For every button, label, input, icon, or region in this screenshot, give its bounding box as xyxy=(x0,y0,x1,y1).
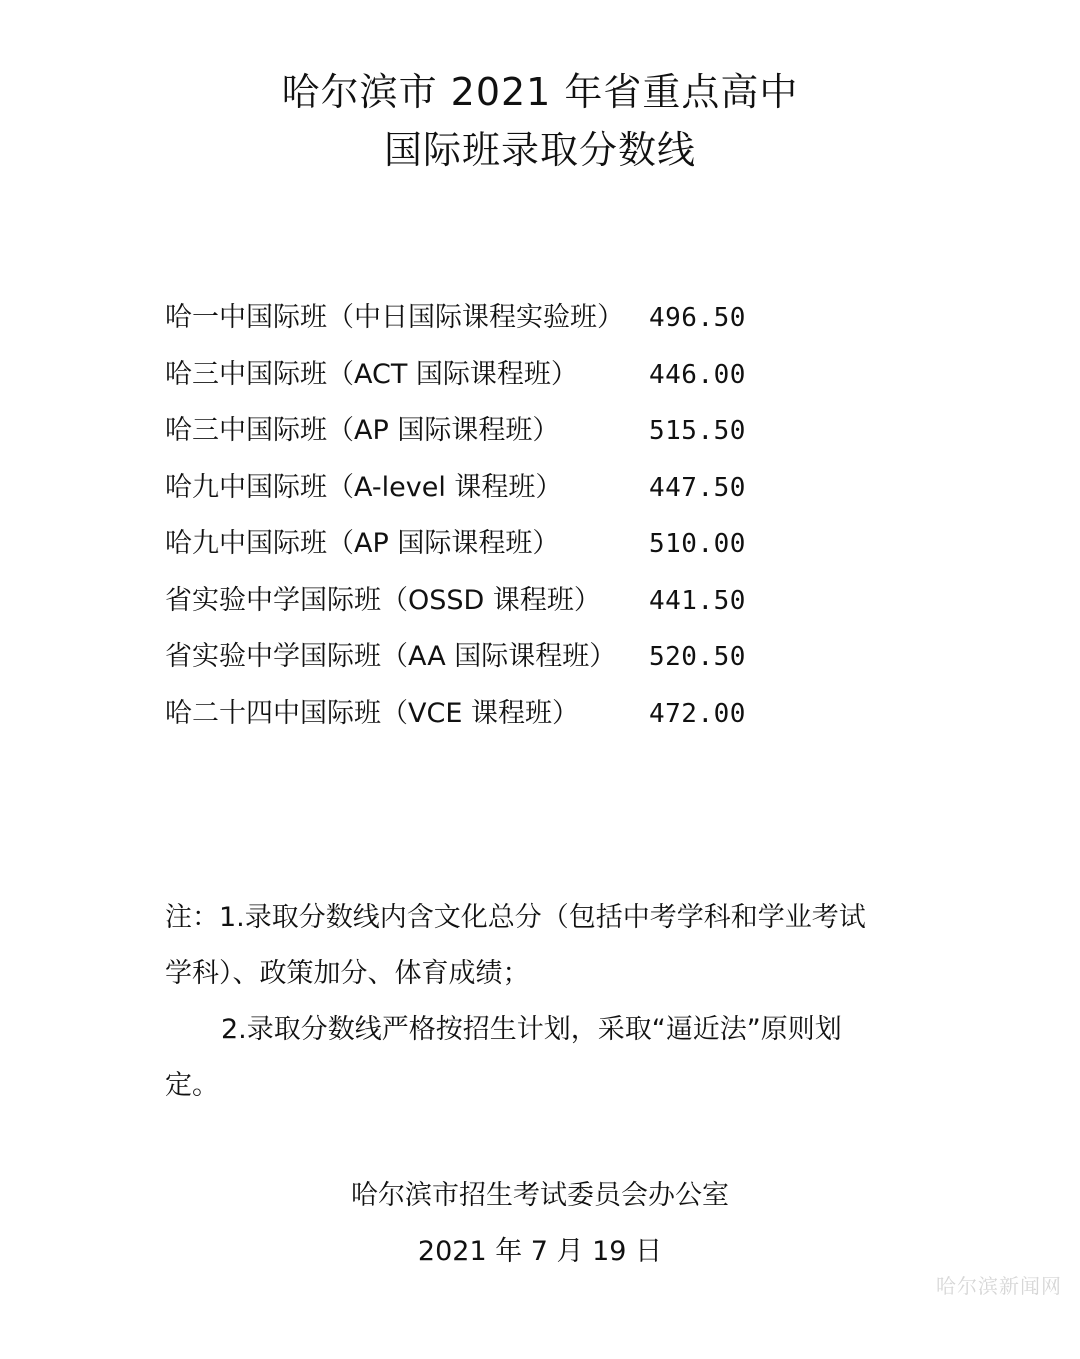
cutoff-score: 515.50 xyxy=(649,416,746,446)
cutoff-score: 520.50 xyxy=(649,642,746,672)
watermark: 哈尔滨新闻网 xyxy=(936,1274,1062,1298)
score-row xyxy=(165,579,805,636)
note-line: 定。 xyxy=(165,1070,219,1101)
score-row xyxy=(165,522,805,579)
score-row xyxy=(165,409,805,466)
score-row xyxy=(165,635,805,692)
cutoff-score: 510.00 xyxy=(649,529,746,559)
cutoff-score: 447.50 xyxy=(649,472,746,503)
class-name: 哈九中国际班（A-level 课程班） xyxy=(165,471,563,503)
cutoff-score: 496.50 xyxy=(649,303,746,333)
notes-section xyxy=(165,890,925,1114)
class-name: 哈九中国际班（AP 国际课程班） xyxy=(165,528,560,559)
document-title-line-2: 国际班录取分数线 xyxy=(383,128,696,172)
class-name: 哈三中国际班（AP 国际课程班） xyxy=(165,415,560,446)
note-line: 注：1.录取分数线内含文化总分（包括中考学科和学业考试 xyxy=(165,902,866,933)
cutoff-score: 441.50 xyxy=(649,585,746,616)
cutoff-score: 472.00 xyxy=(649,698,746,729)
issue-date: 2021 年 7 月 19 日 xyxy=(417,1236,663,1267)
score-row xyxy=(165,692,805,749)
score-row xyxy=(165,296,805,353)
note-line: 2.录取分数线严格按招生计划，采取“逼近法”原则划 xyxy=(221,1014,842,1045)
score-row xyxy=(165,353,805,410)
class-name: 哈二十四中国际班（VCE 课程班） xyxy=(165,697,579,729)
score-list xyxy=(165,296,805,748)
note-line: 学科）、政策加分、体育成绩； xyxy=(165,958,530,989)
cutoff-score: 446.00 xyxy=(649,359,746,390)
score-row xyxy=(165,466,805,523)
class-name: 省实验中学国际班（AA 国际课程班） xyxy=(165,641,617,672)
class-name: 哈一中国际班（中日国际课程实验班） xyxy=(165,302,624,333)
document-title-line-1: 哈尔滨市 2021 年省重点高中 xyxy=(281,70,799,114)
class-name: 哈三中国际班（ACT 国际课程班） xyxy=(165,358,578,390)
class-name: 省实验中学国际班（OSSD 课程班） xyxy=(165,584,601,616)
issuing-office: 哈尔滨市招生考试委员会办公室 xyxy=(351,1180,729,1211)
